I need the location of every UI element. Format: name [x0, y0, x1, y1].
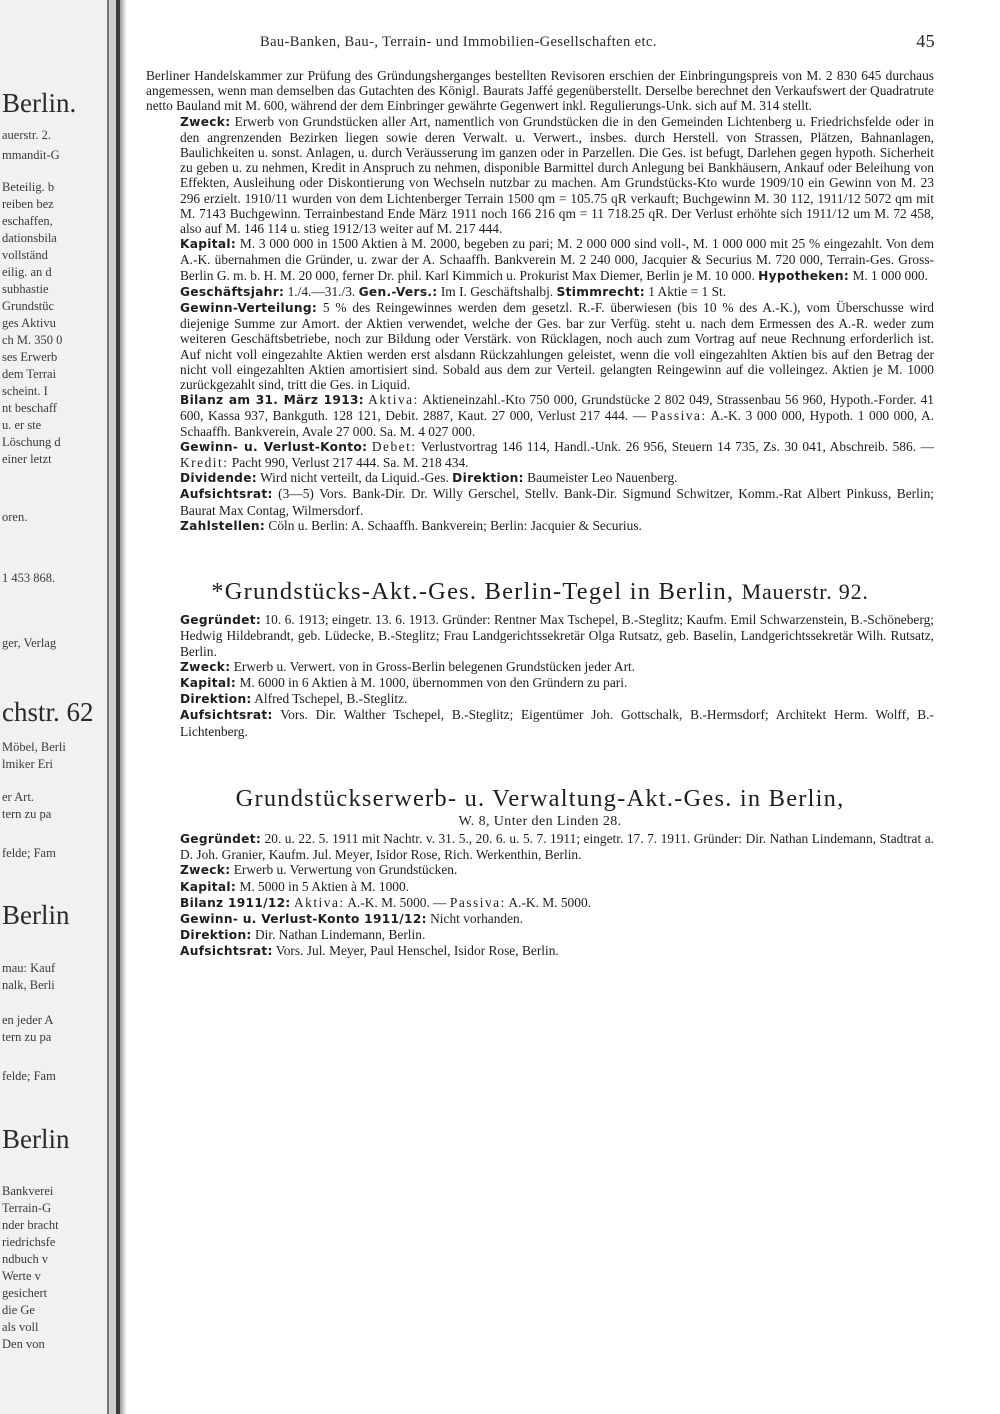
hypotheken-text: M. 1 000 000.	[852, 267, 928, 283]
zweck-paragraph	[146, 659, 934, 675]
aufsichtsrat-label: Aufsichtsrat:	[180, 944, 273, 959]
zahlstellen-paragraph	[146, 518, 934, 534]
guv-paragraph	[146, 911, 934, 927]
dividende-paragraph	[146, 470, 934, 486]
passiva-text: A.-K. M. 5000.	[508, 894, 591, 910]
left-page-line: Berlin	[2, 900, 70, 930]
zweck-label: Zweck:	[180, 114, 231, 129]
left-page-line: ch M. 350 0	[2, 333, 63, 347]
left-page-line: scheint. I	[2, 384, 48, 398]
left-page-line: tern zu pa	[2, 1030, 52, 1044]
direktion-text: Dir. Nathan Lindemann, Berlin.	[254, 927, 426, 943]
left-page-line: auerstr. 2.	[2, 128, 51, 142]
company-address: W. 8, Unter den Linden 28.	[458, 813, 622, 829]
left-page-line: er Art.	[2, 790, 34, 804]
guv-label: Gewinn- u. Verlust-Konto:	[180, 439, 368, 454]
left-page-line: als voll	[2, 1320, 39, 1334]
company-entry-continued	[146, 68, 934, 534]
left-page-line: 1 453 868.	[2, 571, 56, 585]
kredit-label: Kredit:	[180, 455, 229, 471]
geschaeftsjahr-paragraph	[146, 284, 934, 300]
company-name: *Grundstücks-Akt.-Ges. Berlin-Tegel in Berlin,	[211, 578, 735, 606]
dividende-label: Dividende:	[180, 471, 257, 486]
kapital-text: M. 6000 in 6 Aktien à M. 1000, übernommen von den Gründern zu pari.	[239, 674, 628, 690]
gegruendet-paragraph	[146, 831, 934, 862]
gegruendet-label: Gegründet:	[180, 831, 262, 846]
passiva-text: A.-K. 3 000 000, Hypoth. 1 000 000, A. Schaaffh. Bankverein, Avale 27 000. Sa. M. 4 027 000.	[180, 408, 934, 439]
guv-text: Nicht vorhanden.	[430, 910, 524, 926]
gewinn-verteilung-paragraph	[146, 300, 934, 392]
left-page-line: eschaffen,	[2, 214, 53, 228]
running-title: Bau-Banken, Bau-, Terrain- und Immobilien-Gesellschaften etc.	[260, 34, 657, 50]
direktion-label: Direktion:	[452, 471, 524, 486]
left-page-line: eilig. an d	[2, 265, 52, 279]
left-page-line: oren.	[2, 510, 28, 524]
aktiva-text: Aktieneinzahl.-Kto 750 000, Grundstücke 2 802 049, Strassenbau 56 960, Hypoth.-Forder. 41 600, Kassa 937, Bankguth. 128 121, Debit. 2887, Kaut. 27 000, Verlust 217 444. —	[180, 392, 935, 424]
guv-paragraph	[146, 439, 934, 470]
zweck-paragraph	[146, 862, 934, 878]
aufsichtsrat-paragraph	[146, 707, 934, 738]
left-page-line: Werte v	[2, 1269, 41, 1283]
aufsichtsrat-text: Vors. Jul. Meyer, Paul Henschel, Isidor Rose, Berlin.	[275, 943, 559, 959]
company-entry	[146, 785, 934, 960]
left-page-line: gesichert	[2, 1286, 48, 1300]
debet-text: Verlustvortrag 146 114, Handl.-Unk. 26 956, Steuern 14 735, Zs. 30 041, Abschreib. 586. —	[420, 438, 935, 454]
left-page-line: reiben bez	[2, 197, 54, 211]
left-page-line: Grundstüc	[2, 299, 55, 313]
aufsichtsrat-text: Vors. Dir. Walther Tschepel, B.-Steglitz; Eigentümer Joh. Gottschalk, B.-Hermsdorf; Architekt Herm. Wolff, B.-Lichtenberg.	[180, 707, 934, 739]
left-page-line: riedrichsfe	[2, 1235, 56, 1249]
bilanz-label: Bilanz am 31. März 1913:	[180, 393, 364, 408]
left-page-line: chstr. 62	[2, 697, 94, 727]
company-title	[146, 578, 934, 606]
left-page-line: ger, Verlag	[2, 636, 57, 650]
kredit-text: Pacht 990, Verlust 217 444. Sa. M. 218 434.	[231, 455, 469, 471]
book-gutter	[109, 0, 116, 1414]
bilanz-paragraph	[146, 895, 934, 911]
left-page-line: Bankverei	[2, 1184, 54, 1198]
company-address: Mauerstr. 92.	[741, 579, 869, 605]
left-page-line: mmandit-G	[2, 148, 60, 162]
direktion-text: Baumeister Leo Nauenberg.	[527, 470, 678, 486]
genvers-text: Im I. Geschäftshalbj.	[440, 283, 554, 299]
aufsichtsrat-label: Aufsichtsrat:	[180, 708, 273, 723]
intro-paragraph: Berliner Handelskammer zur Prüfung des Gründungsherganges bestellten Revisoren erschien der Einbringungspreis von M. 2 830 645 durchaus angemessen, wenn man demselben das Gutachten des Königl. Baurats Jaffé gegenüberstellt. Derselbe berechnet den Verkaufswert der Quadratrute netto Bauland mit M. 600, während der dem Einbringer gewährte Gegenwert inkl. Regulierungs-Unk. sich auf M. 314 stellt.	[146, 68, 934, 114]
left-page-line: ges Aktivu	[2, 316, 56, 330]
genvers-label: Gen.-Vers.:	[358, 284, 438, 299]
gegruendet-paragraph	[146, 612, 934, 659]
kapital-paragraph	[146, 879, 934, 895]
left-page-line: die Ge	[2, 1303, 35, 1317]
zahlstellen-label: Zahlstellen:	[180, 518, 266, 533]
passiva-label: Passiva:	[650, 408, 707, 424]
passiva-label: Passiva:	[449, 894, 506, 910]
zweck-paragraph	[146, 114, 934, 237]
kapital-label: Kapital:	[180, 879, 237, 894]
left-page-line: Beteilig. b	[2, 180, 55, 194]
zahlstellen-text: Cöln u. Berlin: A. Schaaffh. Bankverein; Berlin: Jacquier & Securius.	[268, 517, 642, 533]
left-page-line: en jeder A	[2, 1013, 54, 1027]
left-page-line: subhastie	[2, 282, 49, 296]
kapital-paragraph	[146, 675, 934, 691]
geschaeftsjahr-text: 1./4.—31./3.	[287, 283, 356, 299]
aufsichtsrat-text: (3—5) Vors. Bank-Dir. Dr. Willy Gerschel, Stellv. Bank-Dir. Sigmund Schwitzer, Komm.-Rat Albert Pinkuss, Berlin; Baurat Max Contag, Wilmersdorf.	[180, 486, 934, 518]
left-page-line: lmiker Eri	[2, 757, 54, 771]
zweck-label: Zweck:	[180, 659, 231, 674]
company-title: Grundstückserwerb- u. Verwaltung-Akt.-Ges. in Berlin,	[235, 784, 845, 812]
kapital-label: Kapital:	[180, 237, 237, 252]
left-page-line: einer letzt	[2, 452, 52, 466]
aktiva-text: A.-K. M. 5000. —	[347, 894, 447, 910]
direktion-text: Alfred Tschepel, B.-Steglitz.	[254, 691, 408, 707]
company-entry	[146, 578, 934, 739]
left-page-line: Berlin.	[2, 88, 77, 118]
direktion-label: Direktion:	[180, 692, 252, 707]
left-page-line: tern zu pa	[2, 807, 52, 821]
stimmrecht-label: Stimmrecht:	[556, 284, 645, 299]
left-page-fragment	[0, 0, 107, 1414]
left-page-line: dem Terrai	[2, 367, 57, 381]
left-page-line: u. er ste	[2, 418, 42, 432]
zweck-text: Erwerb von Grundstücken aller Art, namentlich von Grundstücken die in den Gemeinden Lichtenberg u. Friedrichsfelde oder in den angrenzenden Bezirken liegen sowie deren Verwalt. u. Verwert., insbes. durch Herstell. von Strassen, Plätzen, Bahnanlagen, Baulichkeiten u. sonst. Anlagen, u. durch Veräusserung im ganzen oder in Parzellen. Die Ges. ist befugt, Darlehen gegen hypoth. Sicherheit zu geben u. zu nehmen, Kredit in Anspruch zu nehmen, disponible Barmittel durch Anlegung bei Bankhäusern, Ankauf oder Beleihung von Effekten, Ausleihung oder Diskontierung von Wechseln nutzbar zu machen. Am Grundstücks-Kto wurde 1909/10 ein Gewinn von M. 23 296 erzielt. 1910/11 wurden von dem Lichtenberger Terrain 1500 qm = 105.75 qR verkauft; Buchgewinn M. 30 112, 1911/12 5072 qm mit M. 7143 Buchgewinn. Terrainbestand Ende März 1911 noch 166 216 qm = 11 718.25 qR. Der Verlust erhöhte sich 1911/12 um M. 72 458, also auf M. 146 114 u. stieg 1912/13 weiter auf M. 217 444.	[180, 113, 934, 237]
left-page-line: Terrain-G	[2, 1201, 52, 1215]
aktiva-label: Aktiva:	[293, 894, 345, 910]
left-page-line: vollständ	[2, 248, 48, 262]
left-page-line: felde; Fam	[2, 846, 56, 860]
left-page-line: Möbel, Berli	[2, 740, 66, 754]
direktion-label: Direktion:	[180, 928, 252, 943]
left-page-line: nalk, Berli	[2, 978, 55, 992]
aufsichtsrat-paragraph	[146, 943, 934, 959]
gegruendet-label: Gegründet:	[180, 613, 262, 628]
dividende-text: Wird nicht verteilt, da Liquid.-Ges.	[260, 470, 449, 486]
gegruendet-text: 20. u. 22. 5. 1911 mit Nachtr. v. 31. 5., 20. 6. u. 5. 7. 1911; eingetr. 17. 7. 1911. Gründer: Dir. Nathan Lindemann, Stadtrat a. D. Joh. Granier, Kaufm. Jul. Meyer, Isidor Rose, Rich. Werkenthin, Berlin.	[180, 830, 934, 863]
hypotheken-label: Hypotheken:	[758, 268, 850, 283]
left-page-line: nder bracht	[2, 1218, 59, 1232]
kapital-label: Kapital:	[180, 675, 237, 690]
main-column	[146, 68, 934, 960]
debet-label: Debet:	[371, 438, 417, 454]
aufsichtsrat-paragraph	[146, 486, 934, 517]
direktion-paragraph	[146, 927, 934, 943]
gegruendet-text: 10. 6. 1913; eingetr. 13. 6. 1913. Gründer: Rentner Max Tschepel, B.-Steglitz; Kaufm. Emil Schwarzenstein, B.-Schöneberg; Hedwig Hildebrandt, geb. Lüdecke, B.-Steglitz; Frau Landgerichtssekretär Olga Rutsatz, geb. Baselin, Landgerichtssekretär Wilh. Rutsatz, Berlin.	[180, 612, 934, 659]
aufsichtsrat-label: Aufsichtsrat:	[180, 487, 273, 502]
left-page-line: nt beschaff	[2, 401, 57, 415]
aktiva-label: Aktiva:	[368, 392, 419, 408]
kapital-text: M. 5000 in 5 Aktien à M. 1000.	[239, 878, 410, 894]
left-page-line: mau: Kauf	[2, 961, 56, 975]
gewinn-verteilung-label: Gewinn-Verteilung:	[180, 301, 318, 316]
stimmrecht-text: 1 Aktie = 1 St.	[648, 283, 727, 299]
kapital-paragraph	[146, 236, 934, 284]
kapital-text: M. 3 000 000 in 1500 Aktien à M. 2000, begeben zu pari; M. 2 000 000 sind voll-, M. 1 000 000 mit 25 % eingezahlt. Von dem A.-K. übernahmen die Gründer, u. zwar der A. Schaaffh. Bankverein M. 2 240 000, Jacquier & Securius M. 720 000, Terrain-Ges. Gross-Berlin G. m. b. H. M. 20 000, ferner Dr. phil. Karl Kimmich u. Prokurist Max Diemer, Berlin je M. 10 000.	[180, 236, 934, 283]
zweck-text: Erwerb u. Verwert. von in Gross-Berlin belegenen Grundstücken jeder Art.	[233, 658, 636, 674]
left-page-line: ses Erwerb	[2, 350, 58, 364]
book-gutter-shadow	[120, 0, 126, 1414]
bilanz-paragraph	[146, 392, 934, 439]
zweck-label: Zweck:	[180, 863, 231, 878]
left-page-line: Berlin	[2, 1124, 70, 1154]
direktion-paragraph	[146, 691, 934, 707]
left-page-line: dationsbila	[2, 231, 57, 245]
guv-label: Gewinn- u. Verlust-Konto 1911/12:	[180, 911, 427, 926]
left-page-line: Löschung d	[2, 435, 61, 449]
bilanz-label: Bilanz 1911/12:	[180, 895, 291, 910]
page-number: 45	[916, 31, 935, 51]
left-page-line: felde; Fam	[2, 1069, 56, 1083]
left-page-line: ndbuch v	[2, 1252, 49, 1266]
geschaeftsjahr-label: Geschäftsjahr:	[180, 284, 285, 299]
zweck-text: Erwerb u. Verwertung von Grundstücken.	[233, 862, 458, 878]
left-page-line: Den von	[2, 1337, 45, 1351]
gewinn-verteilung-text: 5 % des Reingewinnes werden dem gesetzl. R.-F. überwiesen (bis 10 % des A.-K.), vom Überschusse wird diejenige Summe zur Amort. der Aktien verwendet, welche der Ges. bar zur Verfüg. steht u. nach dem Ermessen des A.-R. weder zum weiteren Geschäftsbetriebe, noch zur Bildung oder Verstärk. von Rücklagen, noch auch zum Vortrag auf neue Rechnung erforderlich ist. Auf nicht voll eingezahlte Aktien werden erst alsdann Rückzahlungen geleistet, wenn die voll eingezahlten Aktien bis auf den Betrag der nicht voll eingezahlten Aktien amortisiert sind. Sobald aus dem zur Verteil. gelangten Reingewinn auf die volleingez. Aktien je M. 1000 zurückgezahlt sind, tritt die Ges. in Liquid.	[180, 300, 935, 393]
